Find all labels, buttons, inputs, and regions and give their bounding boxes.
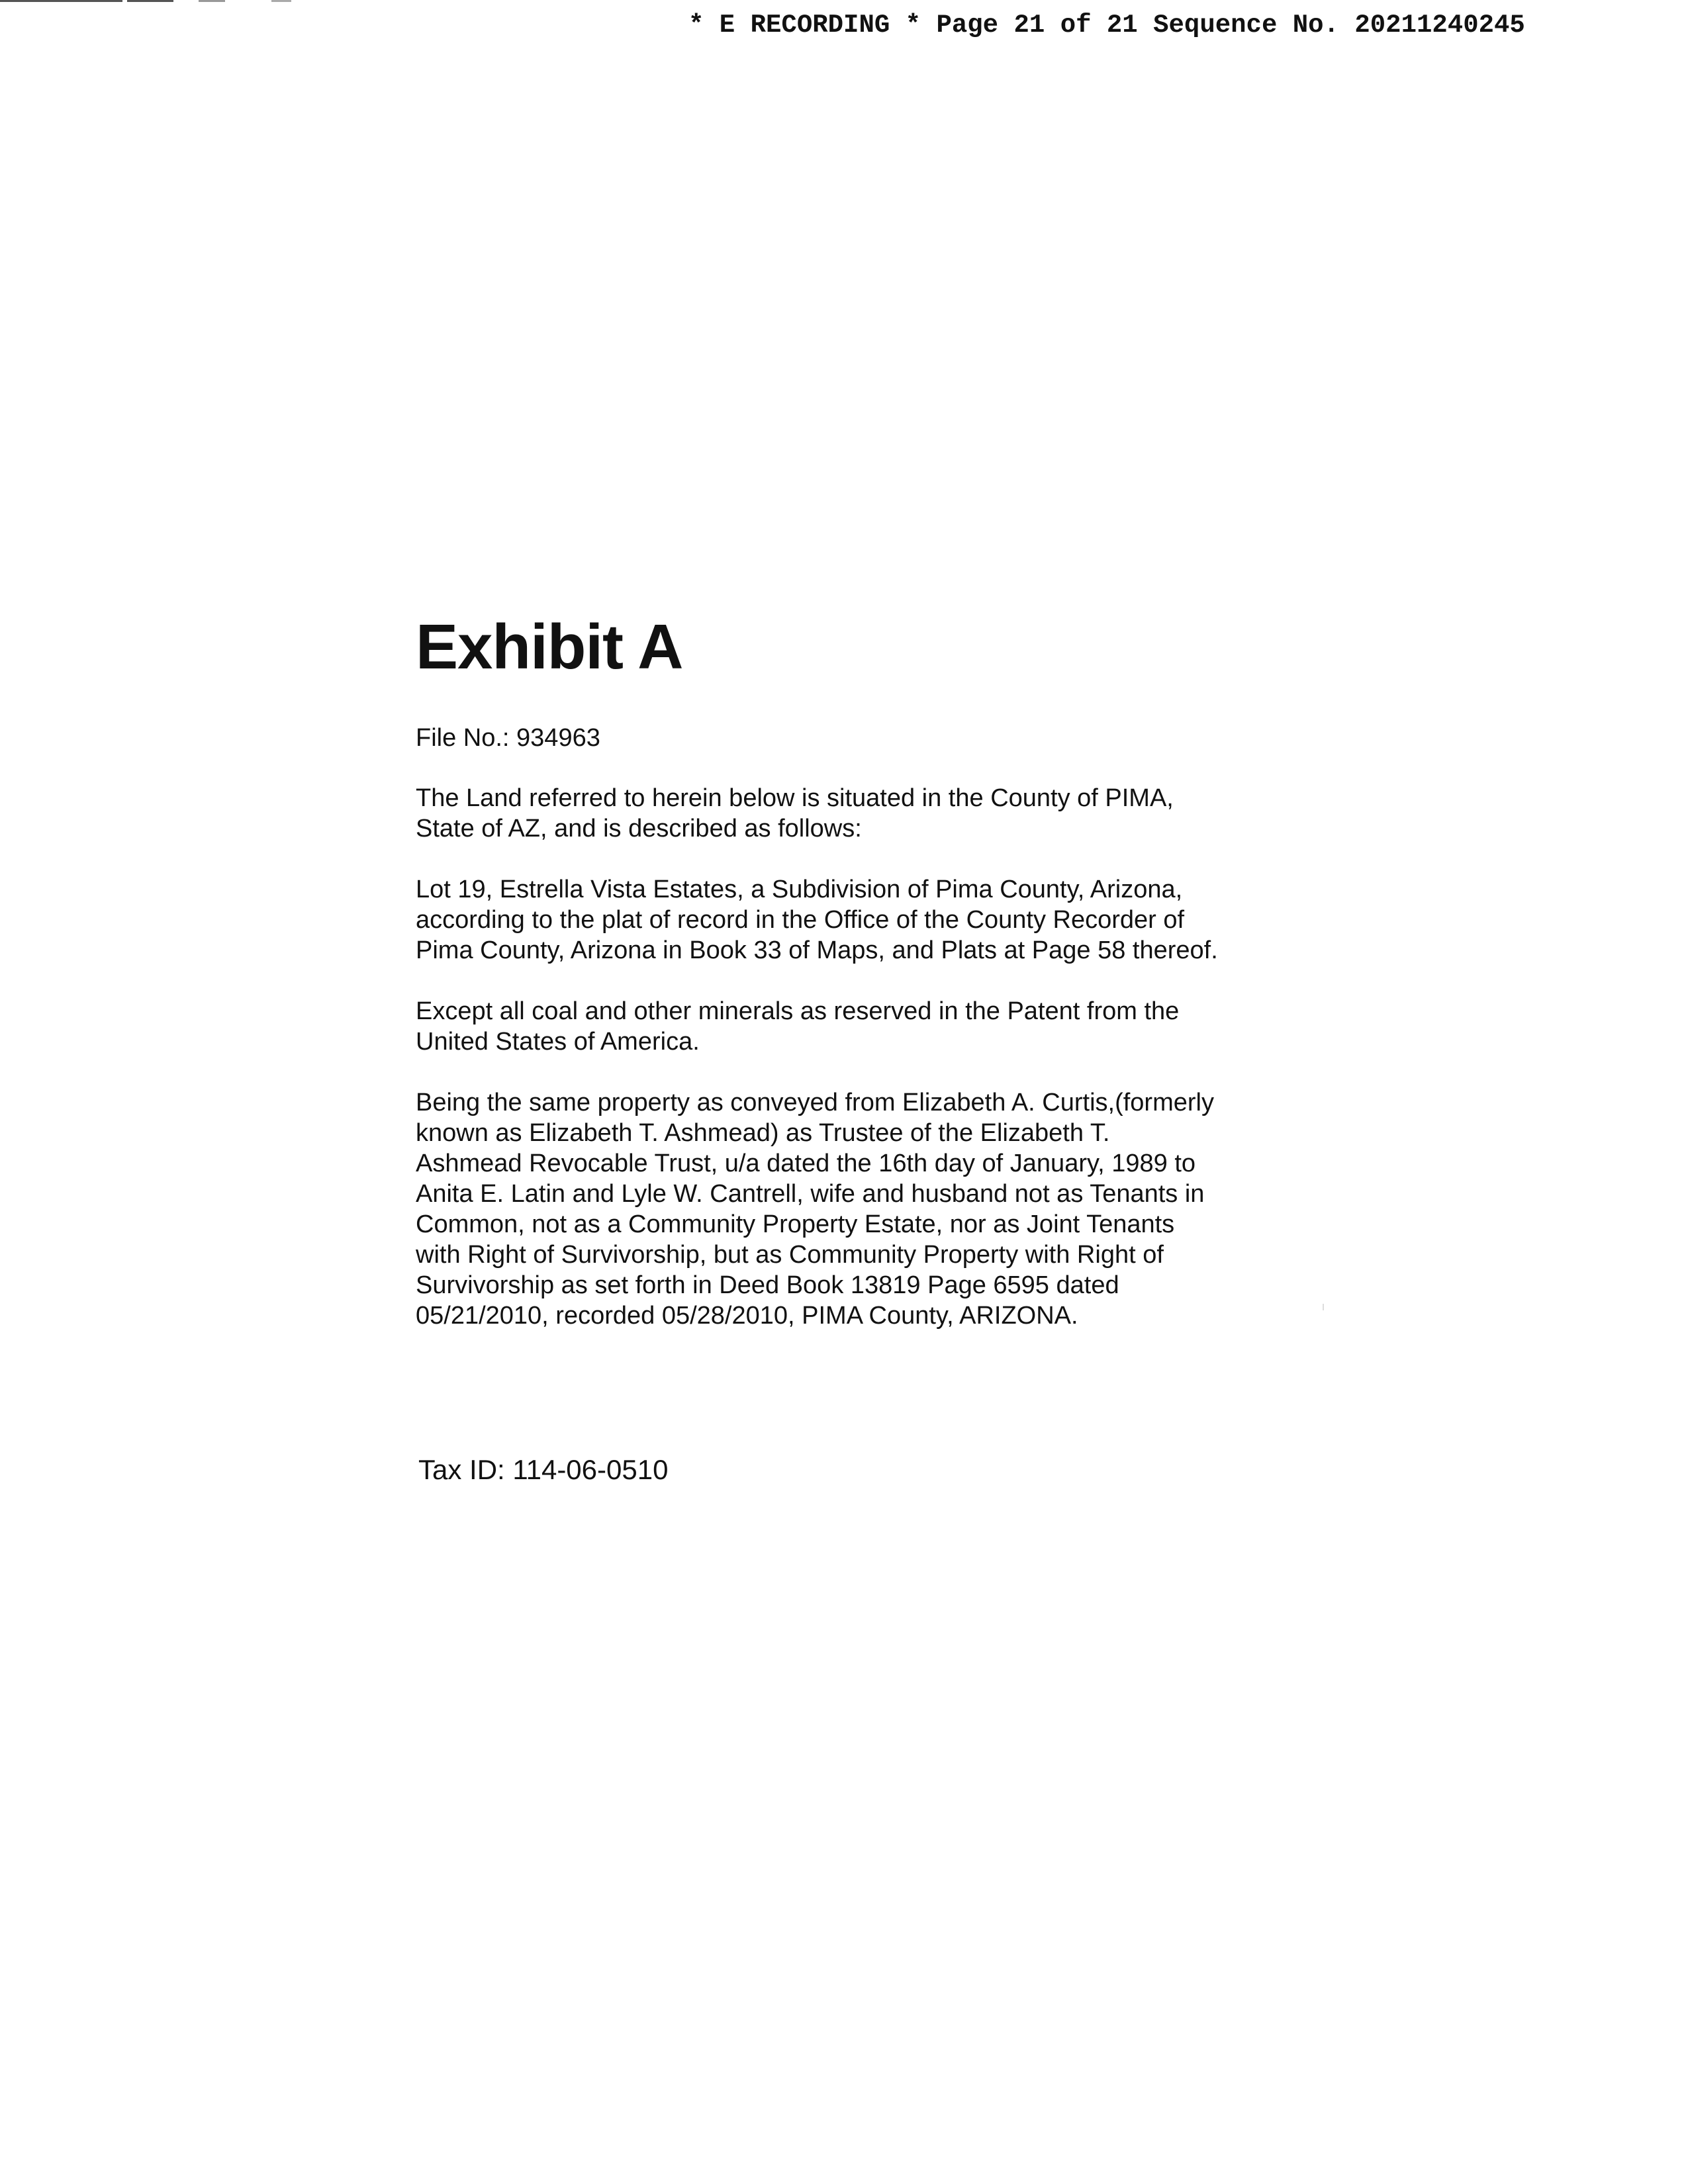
scan-mark xyxy=(0,0,122,2)
land-location-paragraph: The Land referred to herein below is situated in the County of PIMA, State of AZ, and is described as follows: xyxy=(416,784,1174,842)
scan-mark xyxy=(199,0,225,2)
exhibit-document xyxy=(416,612,1342,1331)
scan-mark xyxy=(127,0,173,2)
exhibit-title: Exhibit A xyxy=(416,612,683,682)
recording-header: * E RECORDING * Page 21 of 21 Sequence No. 20211240245 xyxy=(688,11,1525,40)
scan-mark xyxy=(271,0,291,2)
scan-artifact-marks xyxy=(0,0,311,4)
scan-speck xyxy=(1323,1304,1324,1310)
legal-description-paragraph: Lot 19, Estrella Vista Estates, a Subdivision of Pima County, Arizona, according to the plat of record in the Office of the County Recorder of Pima County, Arizona in Book 33 of Maps, and Plats at Page 58 thereof. xyxy=(416,876,1218,964)
file-number: File No.: 934963 xyxy=(416,724,600,752)
conveyance-history-paragraph: Being the same property as conveyed from Elizabeth A. Curtis,(formerly known as Elizabeth T. Ashmead) as Trustee of the Elizabeth T. Ashmead Revocable Trust, u/a dated the 16th day of January, 1989 to Anita E. Latin and Lyle W. Cantrell, wife and husband not as Tenants in Common, not as a Community Property Estate, nor as Joint Tenants with Right of Survivorship, but as Community Property with Right of Survivorship as set forth in Deed Book 13819 Page 6595 dated 05/21/2010, recorded 05/28/2010, PIMA County, ARIZONA. xyxy=(416,1089,1214,1330)
tax-id: Tax ID: 114-06-0510 xyxy=(418,1454,669,1485)
mineral-exception-paragraph: Except all coal and other minerals as reserved in the Patent from the United States of America. xyxy=(416,997,1180,1056)
